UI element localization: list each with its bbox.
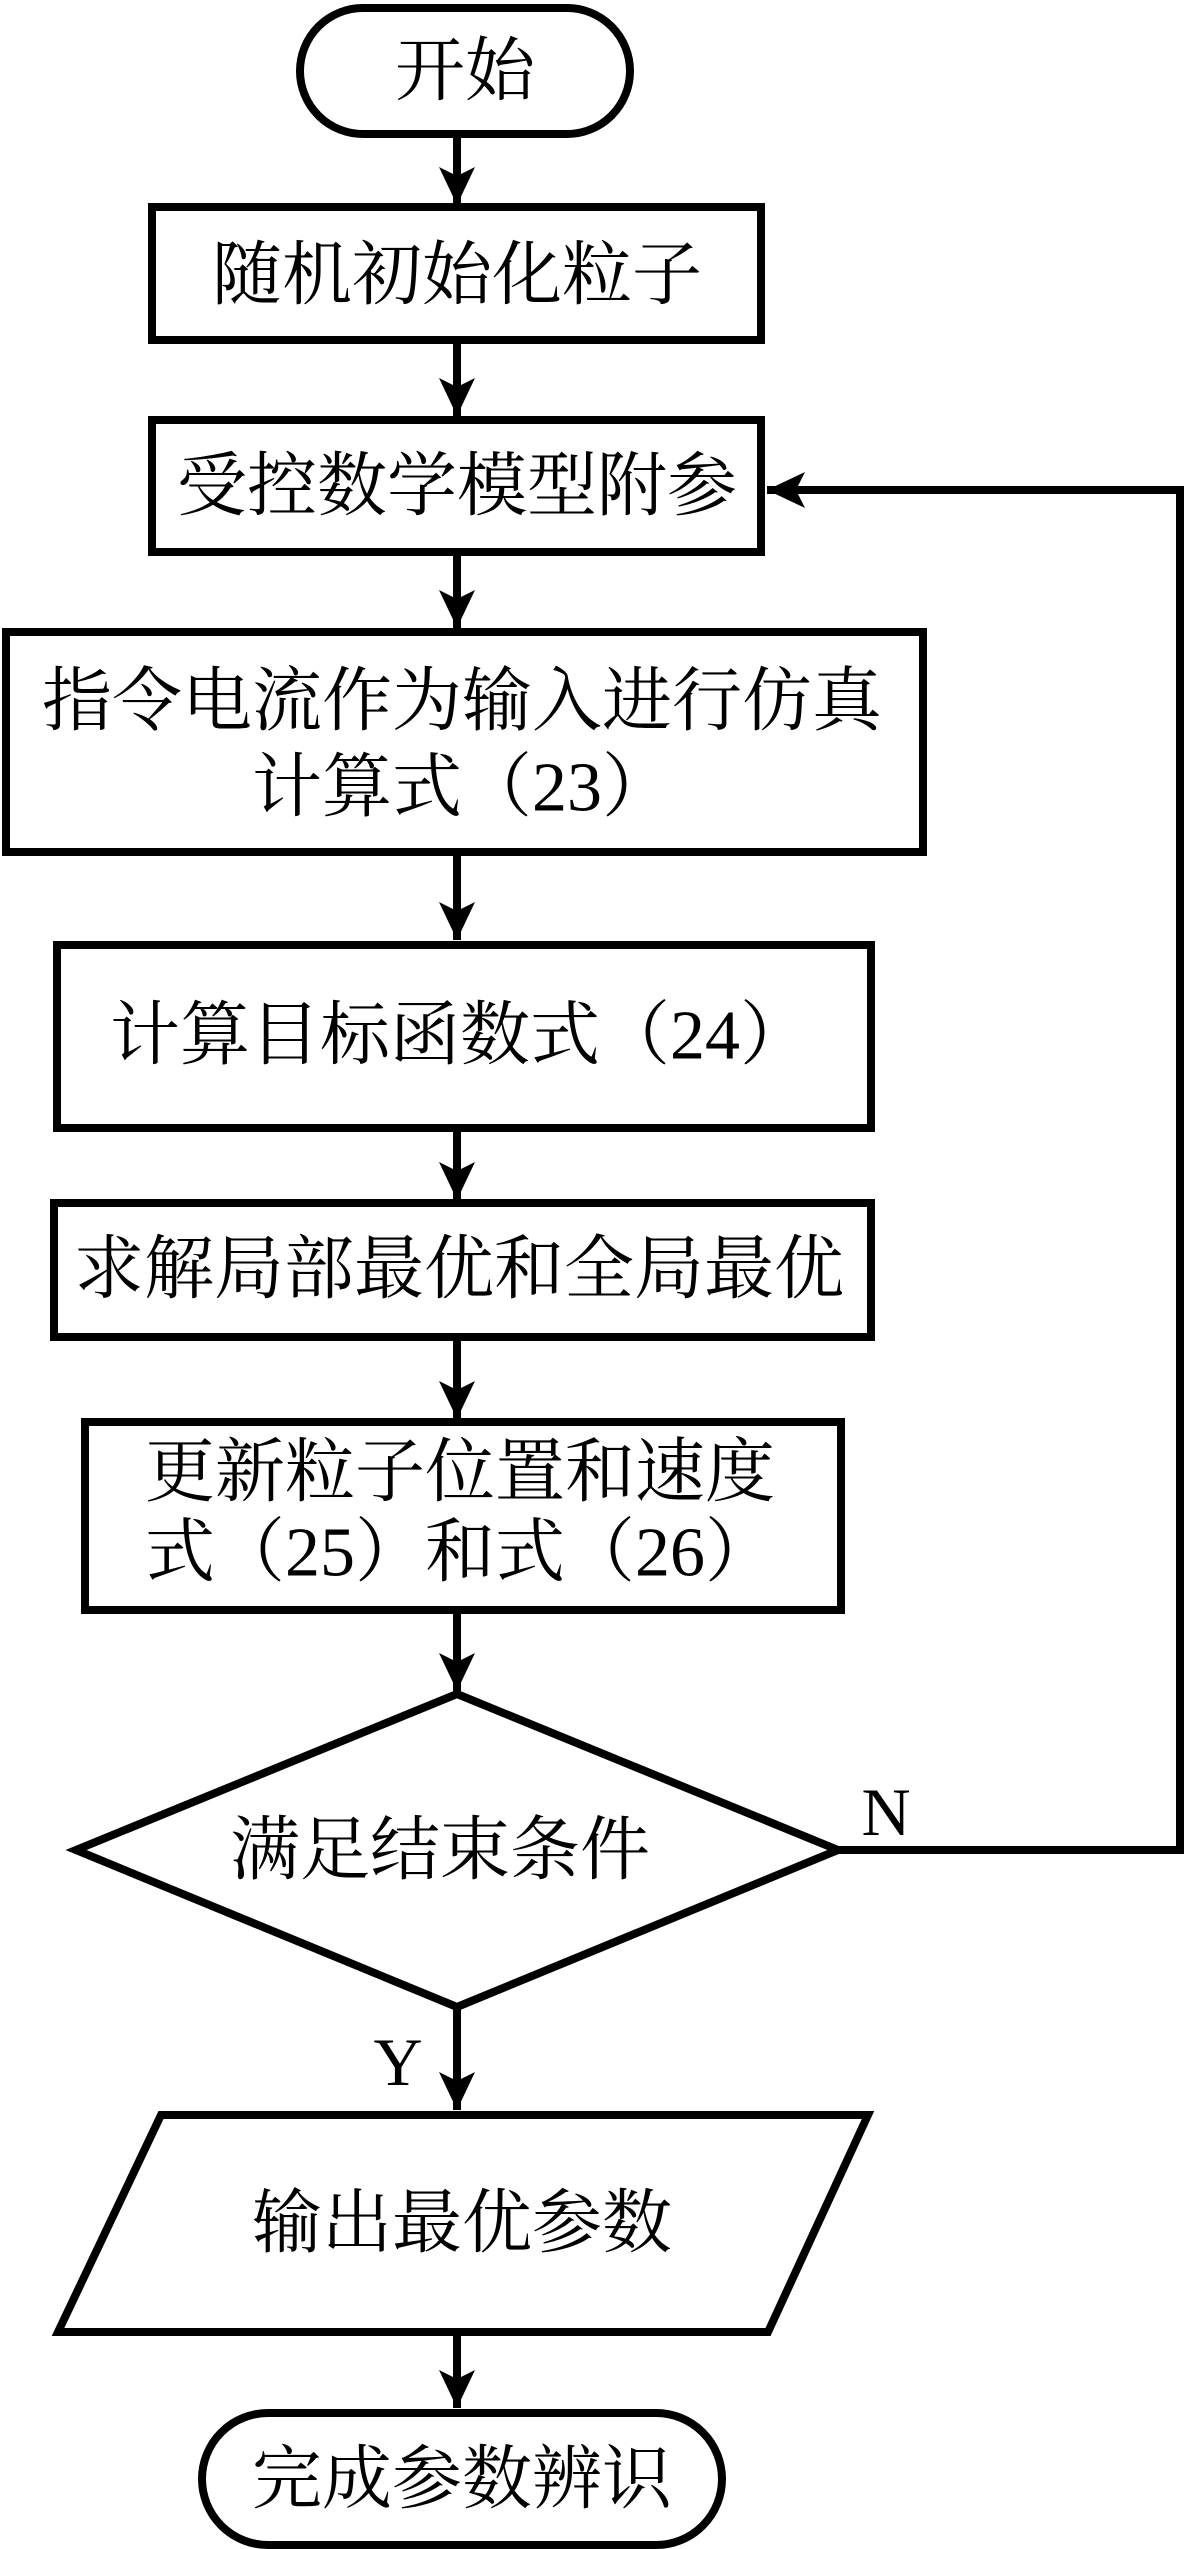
end-label: 完成参数辨识: [252, 2441, 672, 2519]
model-label: 受控数学模型附参: [177, 448, 737, 526]
update-label-line2: 式（25）和式（26）: [145, 1514, 775, 1592]
start-label: 开始: [395, 33, 535, 111]
best-label: 求解局部最优和全局最优: [74, 1231, 844, 1309]
simulate-label-line1: 指令电流作为输入进行仿真: [42, 663, 882, 741]
init-label: 随机初始化粒子: [212, 237, 702, 315]
yes-branch-label: Y: [373, 2024, 423, 2100]
simulate-label-line2: 计算式（23）: [252, 749, 672, 827]
update-label-line1: 更新粒子位置和速度: [145, 1434, 775, 1512]
output-label: 输出最优参数: [252, 2185, 672, 2263]
objective-label: 计算目标函数式（24）: [110, 997, 810, 1075]
decision-label: 满足结束条件: [230, 1812, 650, 1890]
no-branch-label: N: [861, 1774, 911, 1850]
